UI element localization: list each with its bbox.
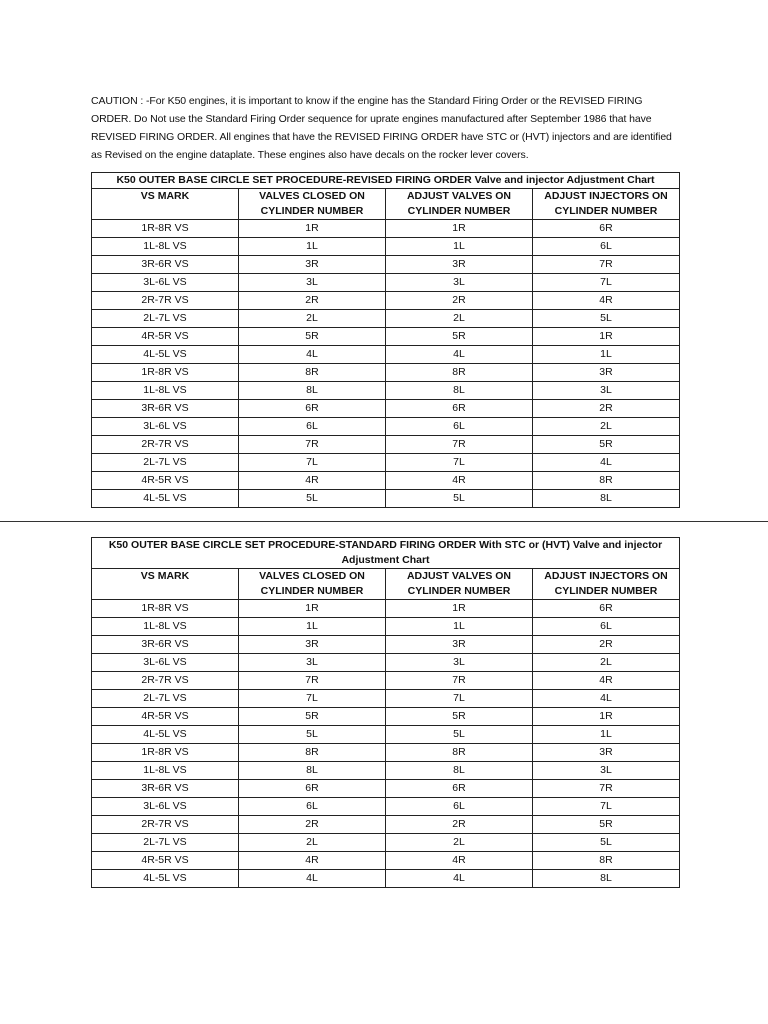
table-cell: 4R	[533, 672, 680, 690]
table-cell: 3L	[386, 654, 533, 672]
table-row	[92, 220, 680, 238]
table-cell: 8R	[533, 852, 680, 870]
table-cell: 3R	[533, 744, 680, 762]
table-row	[92, 672, 680, 690]
table-row	[92, 328, 680, 346]
table-cell: 1L-8L VS	[92, 618, 239, 636]
table-cell: 4L	[386, 346, 533, 364]
table-cell: 2R-7R VS	[92, 292, 239, 310]
table-cell: 2L	[533, 654, 680, 672]
table-cell: 7L	[386, 454, 533, 472]
table-cell: 6L	[239, 798, 386, 816]
table-row	[92, 454, 680, 472]
table-cell: 2R-7R VS	[92, 436, 239, 454]
table-cell: 4R-5R VS	[92, 708, 239, 726]
table-cell: 1R-8R VS	[92, 600, 239, 618]
table-cell: 6R	[533, 600, 680, 618]
table-cell: 4R-5R VS	[92, 472, 239, 490]
table-body	[92, 220, 680, 508]
table-cell: 1R-8R VS	[92, 744, 239, 762]
table-cell: 7R	[533, 256, 680, 274]
table-cell: 6L	[533, 618, 680, 636]
table-cell: 2L	[533, 418, 680, 436]
table-cell: 4L	[533, 690, 680, 708]
table-cell: 5R	[386, 708, 533, 726]
header-adjust-valves: ADJUST VALVES ON CYLINDER NUMBER	[386, 569, 533, 600]
table-title: K50 OUTER BASE CIRCLE SET PROCEDURE-STANDARD FIRING ORDER With STC or (HVT) Valve and injector Adjustment Chart	[92, 538, 680, 569]
table-row	[92, 274, 680, 292]
table-cell: 4L	[239, 346, 386, 364]
table-cell: 2L-7L VS	[92, 454, 239, 472]
table-cell: 8L	[386, 382, 533, 400]
table-cell: 6R	[239, 780, 386, 798]
table-cell: 3L	[533, 382, 680, 400]
table-cell: 1L-8L VS	[92, 762, 239, 780]
table-cell: 2R	[533, 400, 680, 418]
table-cell: 7R	[239, 436, 386, 454]
table-cell: 4L	[239, 870, 386, 888]
caution-paragraph: CAUTION : -For K50 engines, it is important to know if the engine has the Standard Firing Order or the REVISED FIRING ORDER. Do Not use the Standard Firing Order sequence for uprate engines manufactured after September 1986 that have REVISED FIRING ORDER. All engines that have the REVISED FIRING ORDER have STC or (HVT) injectors and are identified as Revised on the engine dataplate. These engines also have decals on the rocker lever covers.	[91, 95, 672, 161]
table-row	[92, 762, 680, 780]
table-cell: 5R	[533, 436, 680, 454]
table-cell: 8R	[386, 364, 533, 382]
table-row	[92, 364, 680, 382]
table-cell: 3R-6R VS	[92, 256, 239, 274]
table-row	[92, 870, 680, 888]
header-vs-mark: VS MARK	[92, 569, 239, 600]
table-row	[92, 636, 680, 654]
table-cell: 4R	[386, 852, 533, 870]
table-cell: 1R	[239, 220, 386, 238]
table-cell: 4R	[386, 472, 533, 490]
table-cell: 2R-7R VS	[92, 816, 239, 834]
table-row	[92, 472, 680, 490]
table-cell: 8R	[386, 744, 533, 762]
table-cell: 5R	[239, 708, 386, 726]
table-cell: 1R	[533, 328, 680, 346]
table-cell: 4R-5R VS	[92, 852, 239, 870]
table-cell: 8L	[533, 490, 680, 508]
header-valves-closed: VALVES CLOSED ON CYLINDER NUMBER	[239, 569, 386, 600]
table-cell: 1L-8L VS	[92, 238, 239, 256]
table-cell: 5R	[386, 328, 533, 346]
table-cell: 3L-6L VS	[92, 798, 239, 816]
table-cell: 8R	[239, 744, 386, 762]
table-cell: 7R	[239, 672, 386, 690]
table-body	[92, 600, 680, 888]
table-cell: 3R	[386, 636, 533, 654]
table-cell: 3L	[239, 654, 386, 672]
table-cell: 1R	[239, 600, 386, 618]
table-row	[92, 618, 680, 636]
table-cell: 6L	[386, 418, 533, 436]
table-cell: 4L-5L VS	[92, 490, 239, 508]
table-cell: 6R	[533, 220, 680, 238]
table-cell: 1L-8L VS	[92, 382, 239, 400]
table-row	[92, 690, 680, 708]
table-cell: 1L	[386, 238, 533, 256]
page-divider	[0, 521, 768, 522]
table-cell: 2R	[239, 816, 386, 834]
table-cell: 1L	[386, 618, 533, 636]
table-row	[92, 256, 680, 274]
table-cell: 8L	[239, 382, 386, 400]
table-row	[92, 780, 680, 798]
table-cell: 1L	[239, 618, 386, 636]
table-cell: 7L	[239, 690, 386, 708]
table-cell: 2L	[386, 834, 533, 852]
table-cell: 3L	[386, 274, 533, 292]
header-adjust-valves: ADJUST VALVES ON CYLINDER NUMBER	[386, 189, 533, 220]
table-cell: 6R	[239, 400, 386, 418]
table-cell: 2L-7L VS	[92, 834, 239, 852]
table-cell: 3R	[239, 636, 386, 654]
table-cell: 8R	[533, 472, 680, 490]
table-row	[92, 654, 680, 672]
table-cell: 2L-7L VS	[92, 690, 239, 708]
header-adjust-injectors: ADJUST INJECTORS ON CYLINDER NUMBER	[533, 189, 680, 220]
table-cell: 7L	[386, 690, 533, 708]
table-row	[92, 490, 680, 508]
table-cell: 1L	[533, 346, 680, 364]
table-cell: 8L	[533, 870, 680, 888]
table-row	[92, 816, 680, 834]
table-cell: 7L	[533, 274, 680, 292]
table-row	[92, 418, 680, 436]
table-cell: 1L	[533, 726, 680, 744]
table-row	[92, 292, 680, 310]
table-row	[92, 400, 680, 418]
table-cell: 2R	[533, 636, 680, 654]
table-cell: 2L	[239, 310, 386, 328]
header-adjust-injectors: ADJUST INJECTORS ON CYLINDER NUMBER	[533, 569, 680, 600]
table-cell: 5L	[386, 490, 533, 508]
table-cell: 6L	[533, 238, 680, 256]
standard-firing-order-table	[91, 537, 680, 888]
table-row	[92, 238, 680, 256]
table-cell: 3L	[239, 274, 386, 292]
table-cell: 5L	[533, 310, 680, 328]
table-cell: 6L	[239, 418, 386, 436]
table-cell: 2R	[386, 816, 533, 834]
table-cell: 3R-6R VS	[92, 780, 239, 798]
table-cell: 2R-7R VS	[92, 672, 239, 690]
table-row	[92, 708, 680, 726]
table-cell: 6L	[386, 798, 533, 816]
table-cell: 7L	[533, 798, 680, 816]
table-cell: 7L	[239, 454, 386, 472]
table-cell: 3R	[239, 256, 386, 274]
table-cell: 5L	[239, 490, 386, 508]
table-cell: 4L	[533, 454, 680, 472]
table-cell: 2L	[386, 310, 533, 328]
table-row	[92, 382, 680, 400]
table-row	[92, 346, 680, 364]
table-cell: 4R	[533, 292, 680, 310]
table-row	[92, 744, 680, 762]
header-valves-closed: VALVES CLOSED ON CYLINDER NUMBER	[239, 189, 386, 220]
table-cell: 7R	[386, 436, 533, 454]
table-cell: 3R-6R VS	[92, 636, 239, 654]
table-cell: 5L	[533, 834, 680, 852]
table-row	[92, 436, 680, 454]
table-cell: 2L	[239, 834, 386, 852]
table-cell: 3R	[386, 256, 533, 274]
table-cell: 1R	[386, 600, 533, 618]
table-row	[92, 852, 680, 870]
table-cell: 4R	[239, 852, 386, 870]
table-cell: 2L-7L VS	[92, 310, 239, 328]
table-row	[92, 310, 680, 328]
table-cell: 4R-5R VS	[92, 328, 239, 346]
table-cell: 4R	[239, 472, 386, 490]
header-vs-mark: VS MARK	[92, 189, 239, 220]
table-cell: 6R	[386, 780, 533, 798]
table-cell: 3R-6R VS	[92, 400, 239, 418]
table-cell: 4L-5L VS	[92, 870, 239, 888]
table-cell: 3L-6L VS	[92, 654, 239, 672]
table-cell: 7R	[533, 780, 680, 798]
table-cell: 8L	[386, 762, 533, 780]
table-cell: 5R	[533, 816, 680, 834]
table-cell: 1L	[239, 238, 386, 256]
table-cell: 3L-6L VS	[92, 274, 239, 292]
table-cell: 6R	[386, 400, 533, 418]
table-cell: 4L	[386, 870, 533, 888]
table-row	[92, 834, 680, 852]
table-row	[92, 600, 680, 618]
table-cell: 7R	[386, 672, 533, 690]
table-cell: 1R	[386, 220, 533, 238]
table-cell: 4L-5L VS	[92, 726, 239, 744]
table-cell: 5L	[239, 726, 386, 744]
table-cell: 2R	[239, 292, 386, 310]
table-cell: 5L	[386, 726, 533, 744]
table-cell: 4L-5L VS	[92, 346, 239, 364]
table-row	[92, 798, 680, 816]
table-cell: 3L	[533, 762, 680, 780]
revised-firing-order-table	[91, 172, 680, 508]
table-cell: 5R	[239, 328, 386, 346]
table-cell: 1R-8R VS	[92, 220, 239, 238]
table-cell: 3R	[533, 364, 680, 382]
table-row	[92, 726, 680, 744]
table-title: K50 OUTER BASE CIRCLE SET PROCEDURE-REVISED FIRING ORDER Valve and injector Adjustment Chart	[92, 173, 680, 189]
table-cell: 2R	[386, 292, 533, 310]
table-cell: 3L-6L VS	[92, 418, 239, 436]
table-cell: 1R	[533, 708, 680, 726]
table-cell: 1R-8R VS	[92, 364, 239, 382]
table-cell: 8R	[239, 364, 386, 382]
table-cell: 8L	[239, 762, 386, 780]
